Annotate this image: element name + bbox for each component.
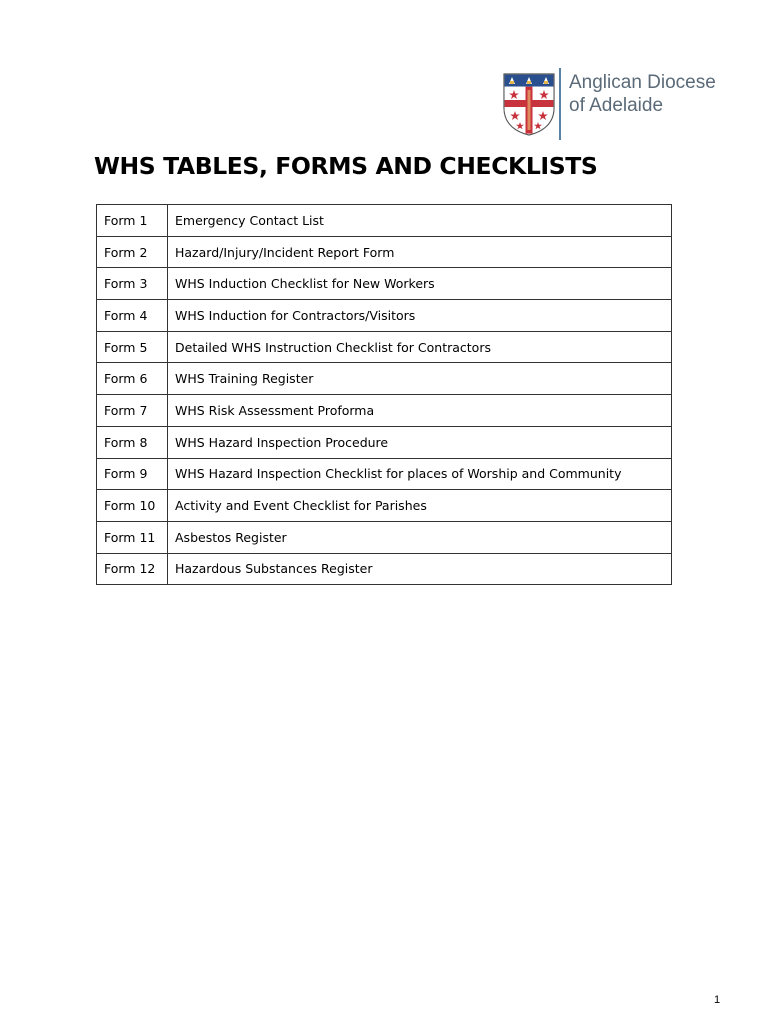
table-row [97,521,672,553]
form-name-cell: WHS Induction for Contractors/Visitors [168,300,672,332]
form-number-cell: Form 12 [97,553,168,585]
form-number-cell: Form 10 [97,490,168,522]
form-number-cell: Form 2 [97,236,168,268]
form-name-cell: Detailed WHS Instruction Checklist for Contractors [168,331,672,363]
table-row [97,426,672,458]
form-number-cell: Form 3 [97,268,168,300]
table-row [97,268,672,300]
table-row [97,300,672,332]
form-number-cell: Form 6 [97,363,168,395]
form-name-cell: Asbestos Register [168,521,672,553]
form-name-cell: WHS Hazard Inspection Procedure [168,426,672,458]
table-row [97,236,672,268]
form-name-cell: Hazardous Substances Register [168,553,672,585]
form-name-cell: WHS Hazard Inspection Checklist for places of Worship and Community [168,458,672,490]
form-name-cell: Emergency Contact List [168,205,672,237]
form-name-cell: WHS Training Register [168,363,672,395]
form-number-cell: Form 11 [97,521,168,553]
form-name-cell: WHS Risk Assessment Proforma [168,395,672,427]
page-title: WHS TABLES, FORMS AND CHECKLISTS [94,152,598,180]
forms-table-body [97,205,672,585]
logo-text-line2: of Adelaide [569,95,664,116]
form-name-cell: WHS Induction Checklist for New Workers [168,268,672,300]
form-name-cell: Hazard/Injury/Incident Report Form [168,236,672,268]
logo-text-line1: Anglican Diocese [569,72,716,93]
diocese-logo [502,68,732,140]
form-number-cell: Form 8 [97,426,168,458]
table-row [97,490,672,522]
table-row [97,553,672,585]
table-row [97,331,672,363]
form-number-cell: Form 7 [97,395,168,427]
form-name-cell: Activity and Event Checklist for Parishes [168,490,672,522]
table-row [97,458,672,490]
logo-wordmark [569,71,716,117]
form-number-cell: Form 5 [97,331,168,363]
form-number-cell: Form 1 [97,205,168,237]
table-row [97,395,672,427]
logo-divider [559,68,561,140]
form-number-cell: Form 9 [97,458,168,490]
table-row [97,205,672,237]
diocese-shield-icon [502,72,556,136]
table-row [97,363,672,395]
forms-table [96,204,672,585]
page-number: 1 [714,994,721,1006]
form-number-cell: Form 4 [97,300,168,332]
